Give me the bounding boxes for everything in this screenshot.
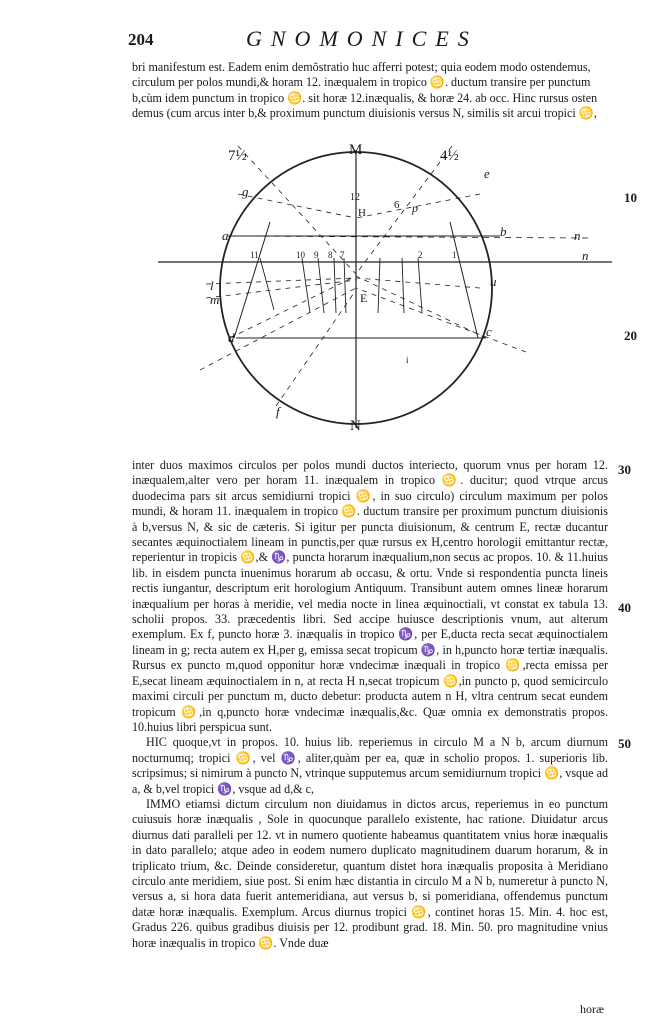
- label-7: 7: [340, 250, 345, 260]
- label-n-upper: n: [574, 228, 581, 243]
- label-e: e: [484, 166, 490, 181]
- sundial-diagram: [150, 138, 620, 438]
- dashed-line: [356, 288, 526, 352]
- catchword: horæ: [580, 1002, 604, 1016]
- side-line-left: [234, 222, 270, 338]
- text-line: circulum per polos mundi,& horam 12. inæqualem in tropico ♋. ductum transire per punctum: [132, 75, 591, 90]
- label-l: l: [210, 278, 214, 293]
- margin-number: 40: [618, 600, 631, 615]
- paragraph: IMMO etiamsi dictum circulum non diuidamus in dictos arcus, reperiemus in eo punctum cuiusuis horæ inæqualis , Sole in quocunque parallelo existente, hac ratione. Diuidatur arcus diurnus dati paralleli per 12. vt in numero quotiente habeamus quantitatem vnius horæ inæqualis in dato parallelo; atque adeo in eodem numero duplicato magnitudinem duarum horarum, & in triplicato trium, &c. Deinde consideretur, quantum distet hora inæqualis proposita à Meridiano circulo ante meridiem, siue post. Si enim hæc distantia in circulo M a N b, numeretur à puncto N, versus a, si hora data fuerit antemeridiana, aut versus b, si pomeridiana, offendemus punctum datæ horæ inæqualis. Exemplum. Arcus diurnus tropici ♋, continet horas 15. Min. 4. hoc est, Gradus 226. quibus gradibus diuisis per 12. prodibunt grad. 18. Min. 50. pro magnitudine vnius horæ inæqualis in tropico ♋. Vnde duæ: [132, 796, 608, 950]
- label-f: f: [276, 404, 280, 419]
- hour-line: [378, 258, 380, 313]
- dashed-line: [230, 276, 356, 338]
- dashed-line: [356, 146, 452, 274]
- margin-number: 10: [624, 190, 637, 205]
- hour-line: [334, 258, 336, 313]
- label-E: E: [360, 291, 368, 305]
- top-text: [132, 60, 608, 122]
- label-m: m: [210, 292, 220, 307]
- label-12: 12: [350, 192, 360, 203]
- hour-line: [318, 258, 324, 313]
- label-10: 10: [296, 250, 305, 260]
- margin-number: 20: [624, 328, 637, 343]
- label-2: 2: [418, 250, 423, 260]
- label-i: i: [406, 355, 409, 365]
- text-line: demus (cum arcus inter b,& proximum punctum diuisionis versus N, similis sit arcui tropici ♋,: [132, 106, 597, 121]
- text-line: bri manifestum est. Eadem enim demõstratio huc afferri potest; quia eodem modo ostendemus,: [132, 60, 591, 74]
- label-n-lower: n: [582, 248, 589, 263]
- label-6: 6: [394, 199, 400, 211]
- page-header: [0, 0, 656, 51]
- label-M: M: [349, 142, 363, 158]
- hour-line: [418, 258, 422, 312]
- label-b: b: [500, 224, 507, 239]
- margin-number: 30: [618, 462, 631, 477]
- label-hour-right: 4½: [440, 148, 459, 164]
- dashed-line: [206, 278, 356, 284]
- label-11: 11: [250, 250, 259, 260]
- paragraph: HIC quoque,vt in propos. 10. huius lib. reperiemus in circulo M a N b, arcum diurnum nocturnumq; tropici ♋, vel ♑, aliter,quàm per ea, quæ in scholio propos. 1. superioris lib. scripsimus; si nimirum à puncto N, vtrinque supputemus arcum semidiurnum tropici ♋, vsque ad a, & b,vel tropici ♑, vsque ad d,& c,: [132, 735, 608, 796]
- dashed-line: [356, 278, 480, 288]
- dashed-line: [200, 288, 356, 370]
- dashed-line: [356, 276, 486, 338]
- running-title: GNOMONICES: [246, 26, 478, 51]
- dashed-line: [238, 194, 356, 218]
- label-hour-left: 7½: [228, 148, 247, 164]
- hour-line: [402, 258, 404, 313]
- margin-number: 50: [618, 736, 631, 751]
- dashed-line: [356, 194, 480, 218]
- hour-line: [260, 258, 274, 310]
- label-p: p: [412, 201, 418, 215]
- label-N: N: [350, 418, 361, 434]
- label-8: 8: [328, 250, 333, 260]
- label-u: u: [490, 274, 497, 289]
- dashed-line: [276, 290, 356, 406]
- label-1: 1: [452, 250, 457, 260]
- label-H: H: [358, 207, 366, 219]
- body-text: [132, 458, 608, 951]
- label-c: c: [486, 324, 492, 339]
- page-number: 204: [128, 30, 154, 49]
- label-a: a: [222, 228, 229, 243]
- side-line-right: [450, 222, 478, 338]
- label-d: d: [228, 330, 235, 345]
- text-line: b,cùm idem punctum in tropico ♋. sit horæ 12.inæqualis, & horæ 24. ab occ. Hinc rursus osten: [132, 90, 598, 105]
- label-9: 9: [314, 250, 319, 260]
- paragraph: inter duos maximos circulos per polos mundi ductos interiecto, quorum vnus per horam 12. inæqualem,alter vero per horam 11. inæqualem in tropico ♋. ducitur; quod vtrque arcus duodecima pars sit arcus semidiurni tropici ♋, in suo circulo) circulum maximum per polos mundi, & horam 11. inæqualem in tropico ♋. ductum transire per proximum punctum diuisionis à b,versus N, & sic de cæteris. Si igitur per puncta diuisionum, & centrum E, rectæ ducantur secantes æquinoctialem lineam in punctis,per quæ rursus ex H,centro horologii emittantur rectæ, reperientur in tropicis ♋,& ♑, puncta horarum inæqualium,non secus ac propos. 10. & 11.huius lib. in eisdem puncta inuenimus horarum ab occasu, & ortu. Vnde si respondentia puncta lineis rectis iungantur, descriptum erit horologium Antiquum. Transibunt autem omnes lineæ horarum inæqualium per horas à meridie, vel media nocte in linea æquinoctiali, vt constat ex tabula 13. scholii propos. 33. præcedentis libri. Sed accipe huiusce descriptionis vnum, aut alterum exemplum. Ex f, puncto horæ 3. inæqualis in tropico ♑, per E,ducta recta secat æquinoctialem lineam in g; recta autem ex H,per g, emissa secat tropicum ♑, in h,puncto horæ tertiæ inæqualis. Rursus ex puncto m,quod opponitur horæ vndecimæ inæquali in tropico ♋,recta emissa per E,secat lineam æquinoctialem in n, at recta H n,secat tropicum ♋,in puncto p, quod semicirculo maximi circuli per punctum m, ducto debetur: producta autem n H, vltra centrum secat eundem tropicum ♋,in q,puncto horæ vndecimæ inæqualis,&c. Quæ omnia ex demonstratis propos. 10.huius libri perspicua sunt.: [132, 458, 608, 734]
- label-g: g: [242, 184, 249, 199]
